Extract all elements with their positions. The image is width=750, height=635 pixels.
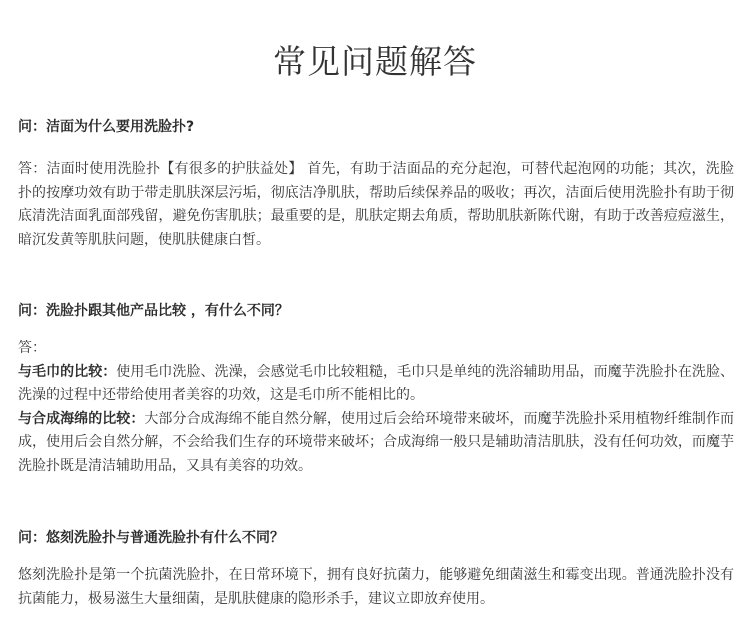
faq-answer-1 (18, 158, 734, 252)
comparison-sponge-label: 与合成海绵的比较： (18, 410, 145, 427)
comparison-towel-label: 与毛巾的比较： (18, 363, 117, 380)
faq-question-1: 问：洁面为什么要用洗脸扑? (18, 119, 195, 135)
page-title: 常见问题解答 (273, 42, 477, 82)
comparison-sponge-text: 大部分合成海绵不能自然分解，使用过后会给环境带来破坏，而魔芋洗脸扑采用植物纤维制作而成，使用后会自然分解，不会给我们生存的环境带来破坏；合成海绵一般只是辅助清洁肌肤，没有任何功效，而魔芋洗脸扑既是清洁辅助用品，又具有美容的功效。 (18, 410, 735, 474)
faq-answer-3 (18, 564, 734, 611)
faq-question-2: 问：洗脸扑跟其他产品比较 ，有什么不同？ (18, 303, 289, 319)
comparison-sponge (18, 408, 734, 479)
faq-answer-2 (18, 337, 734, 478)
faq-answer-2-intro: 答： (18, 340, 46, 356)
faq-answer-3-text: 悠刻洗脸扑是第一个抗菌洗脸扑，在日常环境下，拥有良好抗菌力，能够避免细菌滋生和霉变出现。普通洗脸扑没有抗菌能力，极易滋生大量细菌，是肌肤健康的隐形杀手，建议立即放弃使用。 (18, 567, 734, 607)
faq-answer-1-text: 答：洁面时使用洗脸扑【有很多的护肤益处】 首先，有助于洁面品的充分起泡，可替代起泡网的功能；其次，洗脸扑的按摩功效有助于带走肌肤深层污垢，彻底洁净肌肤，帮助后续保养品的吸收；再次，洁面后使用洗脸扑有助于彻底清洗洁面乳面部残留，避免伤害肌肤；最重要的是，肌肤定期去角质，帮助肌肤新陈代谢，有助于改善痘痘滋生，暗沉发黄等肌肤问题，使肌肤健康白皙。 (18, 161, 734, 248)
comparison-towel-text: 使用毛巾洗脸、洗澡，会感觉毛巾比较粗糙，毛巾只是单纯的洗浴辅助用品，而魔芋洗脸扑在洗脸、洗澡的过程中还带给使用者美容的功效，这是毛巾所不能相比的。 (18, 363, 734, 403)
faq-question-3: 问：悠刻洗脸扑与普通洗脸扑有什么不同？ (18, 530, 284, 546)
comparison-towel (18, 361, 734, 408)
